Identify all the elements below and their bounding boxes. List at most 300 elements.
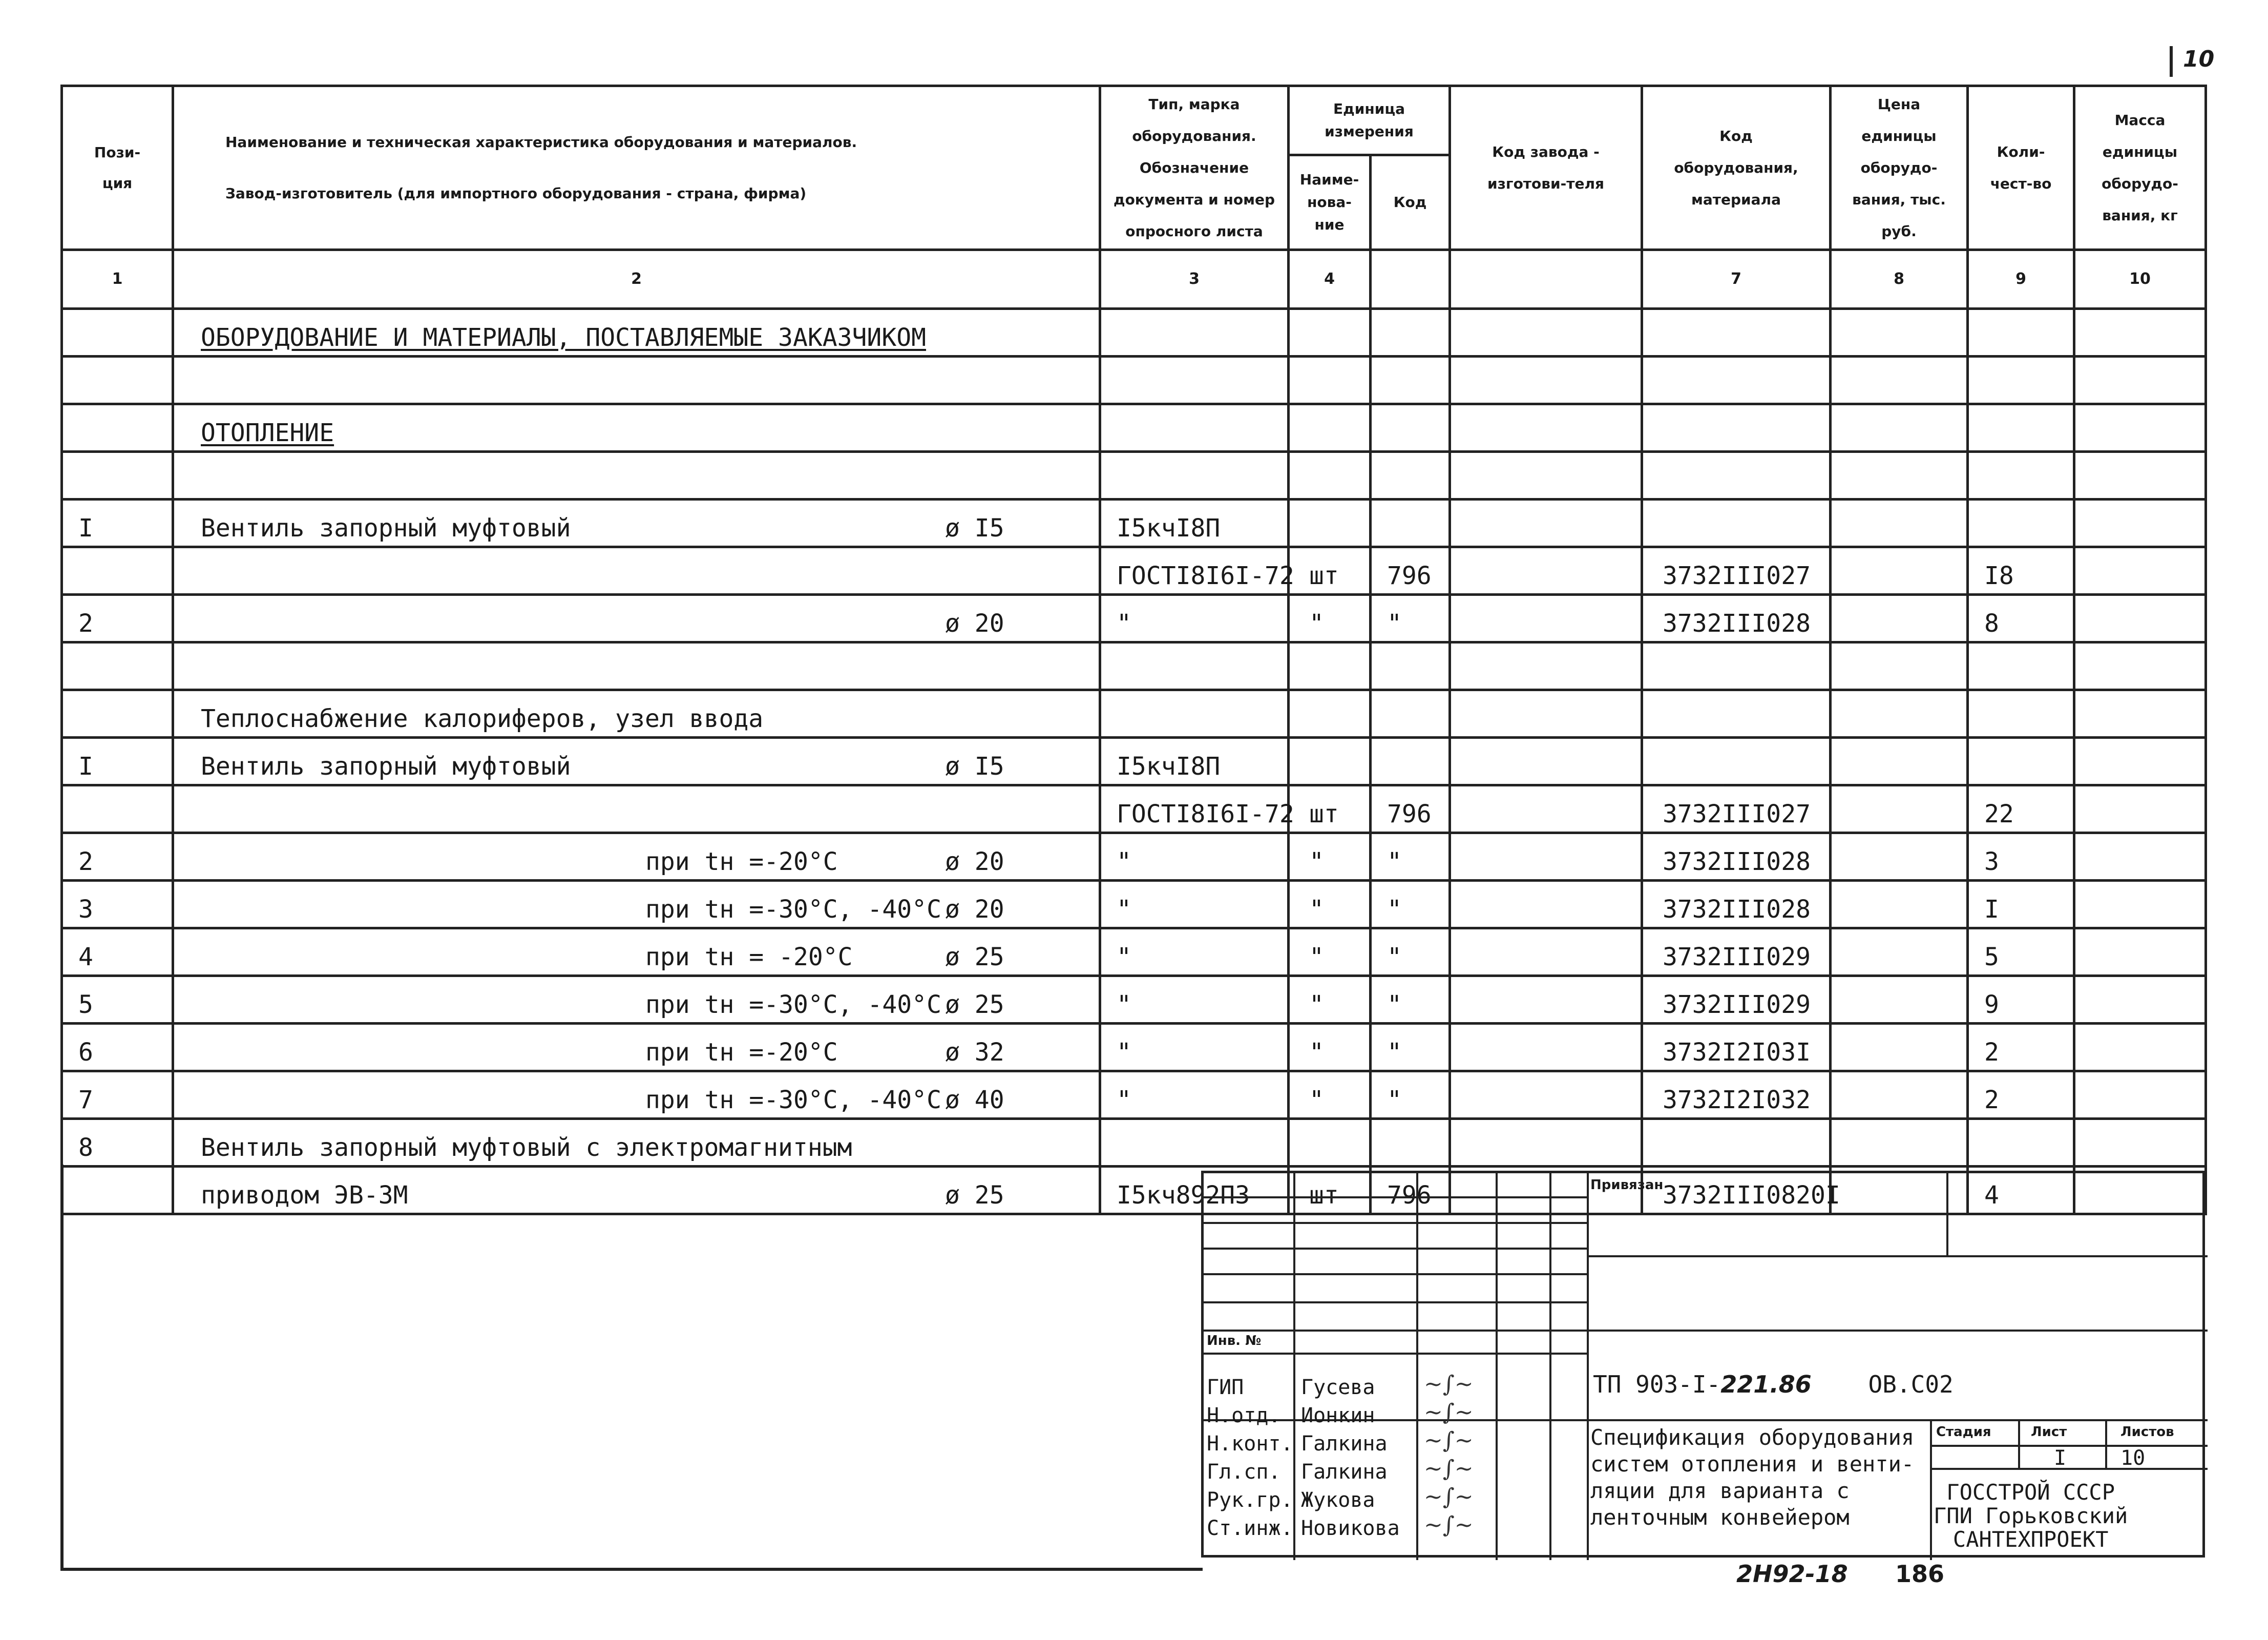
cell-price: [1831, 595, 1968, 642]
cell-unit-code-text: [1372, 447, 1448, 450]
cell-quantity: [1968, 690, 2074, 738]
specification-table: [60, 85, 2207, 1215]
cell-position: [62, 928, 173, 976]
cell-description: [173, 738, 1100, 785]
cell-description: [173, 452, 1100, 500]
cell-price-text: [1832, 590, 1966, 593]
cell-description: [173, 785, 1100, 833]
header-price: Цена единицы оборудо-вания, тыс. руб.: [1831, 86, 1968, 250]
cell-mass-text: [2075, 781, 2204, 784]
cell-equipment-code: [1642, 309, 1831, 357]
cell-mass: [2074, 452, 2206, 500]
cell-mass: [2074, 357, 2206, 404]
cell-equipment-code-text: 3732III028: [1663, 609, 1811, 638]
cell-mass: [2074, 928, 2206, 976]
cell-type: [1100, 357, 1289, 404]
cell-unit-text: ": [1309, 943, 1324, 971]
description-text: [174, 828, 945, 832]
cell-mass-text: [2075, 876, 2204, 879]
cell-type: [1100, 785, 1294, 833]
cell-type-text: [1101, 686, 1287, 689]
header-factory-code: Код завода - изготови-теля: [1450, 86, 1642, 250]
table-row: [62, 1024, 2206, 1071]
signature-name: Галкина: [1301, 1460, 1388, 1484]
table-row: [62, 785, 2206, 833]
cell-unit-code: [1371, 309, 1450, 357]
cell-quantity: [1968, 357, 2074, 404]
diameter-text: ø 40: [945, 1086, 1004, 1114]
cell-factory-code-text: [1451, 876, 1641, 879]
diameter-text: [945, 495, 1099, 498]
tb-line: [1293, 1173, 1295, 1560]
signature-role: Рук.гр.: [1207, 1488, 1293, 1512]
cell-quantity: [1968, 976, 2074, 1024]
handwritten-signature: ~∫~: [1424, 1399, 1474, 1425]
table-row: [62, 404, 2206, 452]
tb-line: [1930, 1445, 2208, 1447]
cell-equipment-code-text: 3732III027: [1663, 562, 1811, 590]
cell-price: [1831, 690, 1968, 738]
cell-position-text: [63, 590, 172, 593]
diameter-text: ø 32: [945, 1038, 1004, 1067]
tb-line: [1204, 1248, 1587, 1250]
cell-equipment-code: [1642, 881, 1831, 928]
column-number-row: [62, 250, 2206, 309]
sheet-label: Лист: [2031, 1424, 2067, 1440]
cell-price-text: [1832, 1067, 1966, 1070]
handwritten-signature: ~∫~: [1424, 1512, 1474, 1538]
cell-unit-code: [1371, 976, 1450, 1024]
description-text: ОТОПЛЕНИЕ: [201, 419, 334, 447]
description-text: приводом ЭВ-3М: [201, 1181, 408, 1210]
cell-position-text: [63, 686, 172, 689]
cell-mass-text: [2075, 590, 2204, 593]
cell-unit: [1289, 595, 1371, 642]
cell-equipment-code: [1642, 1119, 1831, 1167]
cell-unit-text: [1290, 733, 1369, 736]
cell-price-text: [1832, 1162, 1966, 1165]
cell-unit-text: ": [1309, 990, 1324, 1019]
cell-factory-code-text: [1451, 1019, 1641, 1022]
cell-position: [62, 881, 173, 928]
cell-type-text: ": [1117, 1086, 1131, 1114]
cell-position: [62, 1024, 173, 1071]
cell-price-text: [1832, 352, 1966, 355]
cell-position: [62, 738, 173, 785]
diameter-text: ø I5: [945, 514, 1004, 543]
doc-code-suffix: ОВ.С02: [1868, 1371, 1954, 1398]
tb-line: [1416, 1173, 1418, 1560]
bound-label: Привязан: [1590, 1177, 1664, 1193]
cell-unit-text: шт: [1309, 1181, 1339, 1210]
cell-type: [1100, 690, 1289, 738]
diameter-text: ø 20: [945, 847, 1004, 876]
cell-unit-text: ": [1309, 847, 1324, 876]
cell-price: [1831, 976, 1968, 1024]
cell-description: [173, 928, 1100, 976]
cell-price: [1831, 881, 1968, 928]
cell-unit: [1289, 1071, 1371, 1119]
cell-unit-code: [1371, 833, 1450, 881]
description-text: Вентиль запорный муфтовый: [201, 752, 571, 781]
signature-role: Н.отд.: [1207, 1404, 1281, 1427]
cell-unit-code-text: ": [1387, 609, 1402, 638]
table-row: [62, 595, 2206, 642]
cell-factory-code-text: [1451, 590, 1641, 593]
cell-equipment-code: [1642, 547, 1831, 595]
cell-factory-code-text: [1451, 924, 1641, 927]
cell-unit-code: [1371, 452, 1450, 500]
cell-quantity-text: [1969, 733, 2073, 736]
description-text: Теплоснабжение калориферов, узел ввода: [201, 704, 764, 733]
cell-position-text: 6: [78, 1038, 93, 1067]
table-row: [62, 690, 2206, 738]
cell-equipment-code-text: [1643, 352, 1829, 355]
diameter-text: ø 25: [945, 943, 1004, 971]
cell-description: [173, 976, 1100, 1024]
tb-line: [1587, 1173, 1589, 1560]
frame-bottom-line: [60, 1568, 1203, 1571]
cell-price-text: [1832, 876, 1966, 879]
tb-line: [1930, 1419, 1932, 1560]
cell-mass-text: [2075, 447, 2204, 450]
cell-factory-code-text: [1451, 1162, 1641, 1165]
cell-equipment-code-text: [1643, 543, 1829, 546]
cell-type: [1100, 547, 1294, 595]
diameter-text: [945, 1133, 1099, 1165]
cell-position: [62, 309, 173, 357]
cell-quantity-text: 4: [1984, 1181, 1999, 1210]
cell-description: [173, 309, 1100, 357]
cell-unit-code-text: [1372, 543, 1448, 546]
cell-position: [62, 1071, 173, 1119]
cell-type: [1100, 976, 1289, 1024]
table-row: [62, 309, 2206, 357]
cell-description: [173, 833, 1100, 881]
cell-price-text: [1832, 1019, 1966, 1022]
signature-name: Новикова: [1301, 1517, 1400, 1540]
tb-line: [1549, 1173, 1551, 1560]
cell-mass: [2074, 785, 2206, 833]
cell-description: [173, 500, 1100, 547]
cell-equipment-code-text: [1643, 400, 1829, 403]
cell-position-text: [63, 828, 172, 832]
cell-factory-code-text: [1451, 971, 1641, 974]
tb-line: [1930, 1468, 2208, 1470]
cell-unit-text: [1290, 447, 1369, 450]
column-number: 9: [1968, 250, 2074, 309]
cell-price: [1831, 833, 1968, 881]
cell-unit-code-text: ": [1387, 1038, 1402, 1067]
column-number: 10: [2074, 250, 2206, 309]
cell-type-text: [1101, 733, 1287, 736]
cell-mass-text: [2075, 971, 2204, 974]
cell-mass-text: [2075, 1019, 2204, 1022]
header-position: Пози- ция: [62, 86, 173, 250]
cell-quantity: [1968, 452, 2074, 500]
signature-name: Гусева: [1301, 1376, 1375, 1399]
cell-unit: [1289, 690, 1371, 738]
cell-quantity-text: 5: [1984, 943, 1999, 971]
cell-equipment-code-text: [1643, 447, 1829, 450]
cell-factory-code: [1450, 785, 1642, 833]
table-row: [62, 1071, 2206, 1119]
diameter-text: [945, 590, 1099, 593]
description-text: Вентиль запорный муфтовый: [201, 514, 571, 543]
cell-unit-code: [1371, 1119, 1450, 1167]
cell-type: [1100, 881, 1289, 928]
header-unit-group: Единица измерения: [1289, 86, 1450, 155]
table-row: [62, 1119, 2206, 1167]
cell-unit: [1289, 785, 1371, 833]
cell-unit-text: [1290, 781, 1369, 784]
cell-equipment-code-text: 3732III029: [1663, 990, 1811, 1019]
tb-line: [2018, 1419, 2020, 1468]
diameter-text: [945, 686, 1099, 689]
cell-position-text: I: [78, 514, 93, 543]
cell-position-text: [63, 495, 172, 498]
cell-unit-code-text: ": [1387, 990, 1402, 1019]
cell-quantity: [1968, 1071, 2074, 1119]
cell-factory-code: [1450, 1119, 1642, 1167]
inv-label: Инв. №: [1207, 1333, 1262, 1348]
cell-type: [1100, 309, 1289, 357]
cell-unit-text: [1290, 400, 1369, 403]
cell-type: [1100, 452, 1289, 500]
cell-unit-code-text: [1372, 733, 1448, 736]
cell-equipment-code-text: 3732III027: [1663, 800, 1811, 828]
cell-factory-code-text: [1451, 638, 1641, 641]
cell-factory-code: [1450, 357, 1642, 404]
sheet-corner-number: 10: [2170, 46, 2255, 77]
cell-quantity: [1968, 404, 2074, 452]
organization: ГОССТРОЙ СССР ГПИ Горьковский САНТЕХПРОЕКТ: [1934, 1480, 2128, 1552]
handwritten-signature: ~∫~: [1424, 1371, 1474, 1397]
cell-mass-text: [2075, 495, 2204, 498]
cell-mass: [2074, 595, 2206, 642]
header-unit-code: Код: [1371, 155, 1450, 250]
cell-factory-code-text: [1451, 352, 1641, 355]
column-number: [1450, 250, 1642, 309]
cell-equipment-code-text: 3732III028: [1663, 847, 1811, 876]
cell-quantity: [1968, 1024, 2074, 1071]
cell-price: [1831, 547, 1968, 595]
cell-mass: [2074, 690, 2206, 738]
cell-quantity: [1968, 833, 2074, 881]
cell-unit-code: [1371, 690, 1450, 738]
cell-price-text: [1832, 495, 1966, 498]
diameter-text: ø 20: [945, 895, 1004, 924]
cell-factory-code-text: [1451, 1067, 1641, 1070]
cell-type-text: ": [1117, 1038, 1131, 1067]
cell-equipment-code-text: [1643, 781, 1829, 784]
cell-mass: [2074, 833, 2206, 881]
cell-type-text: ": [1117, 990, 1131, 1019]
cell-unit-text: [1290, 686, 1369, 689]
cell-quantity: [1968, 547, 2074, 595]
cell-price: [1831, 1071, 1968, 1119]
cell-position: [62, 500, 173, 547]
tb-line: [1204, 1301, 1587, 1303]
cell-mass: [2074, 976, 2206, 1024]
description-text: [174, 400, 945, 403]
diameter-text: [945, 828, 1099, 832]
cell-quantity-text: 9: [1984, 990, 1999, 1019]
cell-type-text: I5кчI8П: [1117, 752, 1221, 781]
cell-unit-code-text: [1372, 1162, 1448, 1165]
cell-factory-code-text: [1451, 447, 1641, 450]
cell-type-text: [1101, 1162, 1287, 1165]
description-text: ОБОРУДОВАНИЕ И МАТЕРИАЛЫ, ПОСТАВЛЯЕМЫЕ ЗАКАЗЧИКОМ: [201, 323, 927, 352]
cell-factory-code-text: [1451, 495, 1641, 498]
cell-factory-code: [1450, 976, 1642, 1024]
cell-mass-text: [2075, 1162, 2204, 1165]
cell-price: [1831, 309, 1968, 357]
cell-type: [1100, 928, 1289, 976]
cell-position: [62, 1119, 173, 1167]
condition-text: при tн =-20°С: [645, 847, 838, 876]
tb-line: [1587, 1255, 2208, 1257]
cell-unit: [1289, 309, 1371, 357]
cell-position: [62, 547, 173, 595]
cell-unit: [1289, 928, 1371, 976]
cell-unit-code-text: ": [1387, 1086, 1402, 1114]
signature-role: ГИП: [1207, 1376, 1244, 1399]
table-row: [62, 881, 2206, 928]
column-number: 3: [1100, 250, 1289, 309]
cell-unit-text: шт: [1309, 562, 1339, 590]
cell-mass-text: [2075, 543, 2204, 546]
cell-quantity-text: 8: [1984, 609, 1999, 638]
cell-quantity-text: [1969, 781, 2073, 784]
cell-position-text: 4: [78, 943, 93, 971]
cell-position-text: 2: [78, 847, 93, 876]
cell-position: [62, 452, 173, 500]
cell-mass-text: [2075, 733, 2204, 736]
cell-position-text: I: [78, 752, 93, 781]
table-row: [62, 500, 2206, 547]
cell-description: [173, 881, 1100, 928]
cell-factory-code: [1450, 928, 1642, 976]
cell-quantity-text: [1969, 495, 2073, 498]
cell-factory-code: [1450, 309, 1642, 357]
cell-unit-code-text: [1372, 495, 1448, 498]
cell-factory-code: [1450, 642, 1642, 690]
cell-quantity-text: I8: [1984, 562, 2014, 590]
cell-type: [1100, 833, 1289, 881]
table-row: [62, 928, 2206, 976]
header-quantity: Коли-чест-во: [1968, 86, 2074, 250]
cell-type: [1100, 404, 1289, 452]
cell-quantity-text: 22: [1984, 800, 2014, 828]
tb-line: [1204, 1330, 2208, 1332]
header-mass: Масса единицы оборудо-вания, кг: [2074, 86, 2206, 250]
cell-unit-code: [1371, 404, 1450, 452]
cell-price-text: [1832, 971, 1966, 974]
cell-type-text: [1101, 495, 1287, 498]
tb-line: [1204, 1222, 1587, 1224]
cell-mass-text: [2075, 924, 2204, 927]
diameter-text: [945, 400, 1099, 403]
handwritten-signature: ~∫~: [1424, 1427, 1474, 1454]
cell-unit-text: [1290, 543, 1369, 546]
handwritten-signature: ~∫~: [1424, 1484, 1474, 1510]
cell-quantity-text: [1969, 543, 2073, 546]
header-equipment-code: Код оборудования, материала: [1642, 86, 1831, 250]
cell-equipment-code: [1642, 928, 1831, 976]
cell-unit-text: ": [1309, 895, 1324, 924]
signature-role: Ст.инж.: [1207, 1517, 1293, 1540]
cell-mass-text: [2075, 1114, 2204, 1117]
column-number: [1371, 250, 1450, 309]
cell-factory-code-text: [1451, 828, 1641, 832]
cell-unit-text: шт: [1309, 800, 1339, 828]
tb-line: [1204, 1273, 1587, 1275]
cell-factory-code: [1450, 881, 1642, 928]
cell-type: [1100, 595, 1289, 642]
column-number: 1: [62, 250, 173, 309]
cell-unit-code-text: ": [1387, 895, 1402, 924]
cell-type: [1100, 1119, 1289, 1167]
cell-mass: [2074, 309, 2206, 357]
sheets-value: 10: [2120, 1446, 2146, 1470]
cell-equipment-code-text: 3732III029: [1663, 943, 1811, 971]
cell-price: [1831, 642, 1968, 690]
cell-description: [173, 1119, 1100, 1167]
cell-price: [1831, 500, 1968, 547]
cell-unit-code: [1371, 1024, 1450, 1071]
cell-price-text: [1832, 828, 1966, 832]
cell-unit-code-text: [1372, 400, 1448, 403]
cell-type-text: I5кчI8П: [1117, 514, 1221, 543]
cell-unit: [1289, 881, 1371, 928]
diameter-text: ø I5: [945, 752, 1004, 781]
cell-equipment-code: [1642, 976, 1831, 1024]
cell-factory-code: [1450, 452, 1642, 500]
condition-text: при tн = -20°С: [645, 943, 853, 971]
cell-description: [173, 690, 1100, 738]
cell-unit-code: [1371, 595, 1450, 642]
cell-quantity-text: 2: [1984, 1038, 1999, 1067]
cell-type: [1100, 738, 1289, 785]
condition-text: при tн =-30°С, -40°С: [645, 990, 941, 1019]
diameter-text: ø 25: [945, 1181, 1004, 1210]
cell-mass-text: [2075, 1067, 2204, 1070]
cell-mass: [2074, 1071, 2206, 1119]
cell-unit: [1289, 1024, 1371, 1071]
cell-unit: [1289, 547, 1371, 595]
cell-mass: [2074, 738, 2206, 785]
description-text: [174, 609, 945, 641]
cell-description: [173, 642, 1100, 690]
cell-equipment-code: [1642, 690, 1831, 738]
description-text: [174, 590, 945, 593]
cell-type-text: ": [1117, 609, 1131, 638]
cell-unit-text: [1290, 1162, 1369, 1165]
cell-unit: [1289, 642, 1371, 690]
header-description-line2: Завод-изготовитель (для импортного оборудования - страна, фирма): [225, 184, 807, 202]
diameter-text: [945, 419, 1099, 450]
cell-quantity-text: [1969, 447, 2073, 450]
table-row: [62, 357, 2206, 404]
signature-name: Ионкин: [1301, 1404, 1375, 1427]
cell-type-text: ГОСТI8I6I-72: [1117, 562, 1294, 590]
cell-factory-code-text: [1451, 1114, 1641, 1117]
condition-text: при tн =-30°С, -40°С: [645, 895, 941, 924]
cell-description: [173, 1024, 1100, 1071]
cell-unit-text: [1290, 352, 1369, 355]
tb-line: [1496, 1173, 1498, 1560]
